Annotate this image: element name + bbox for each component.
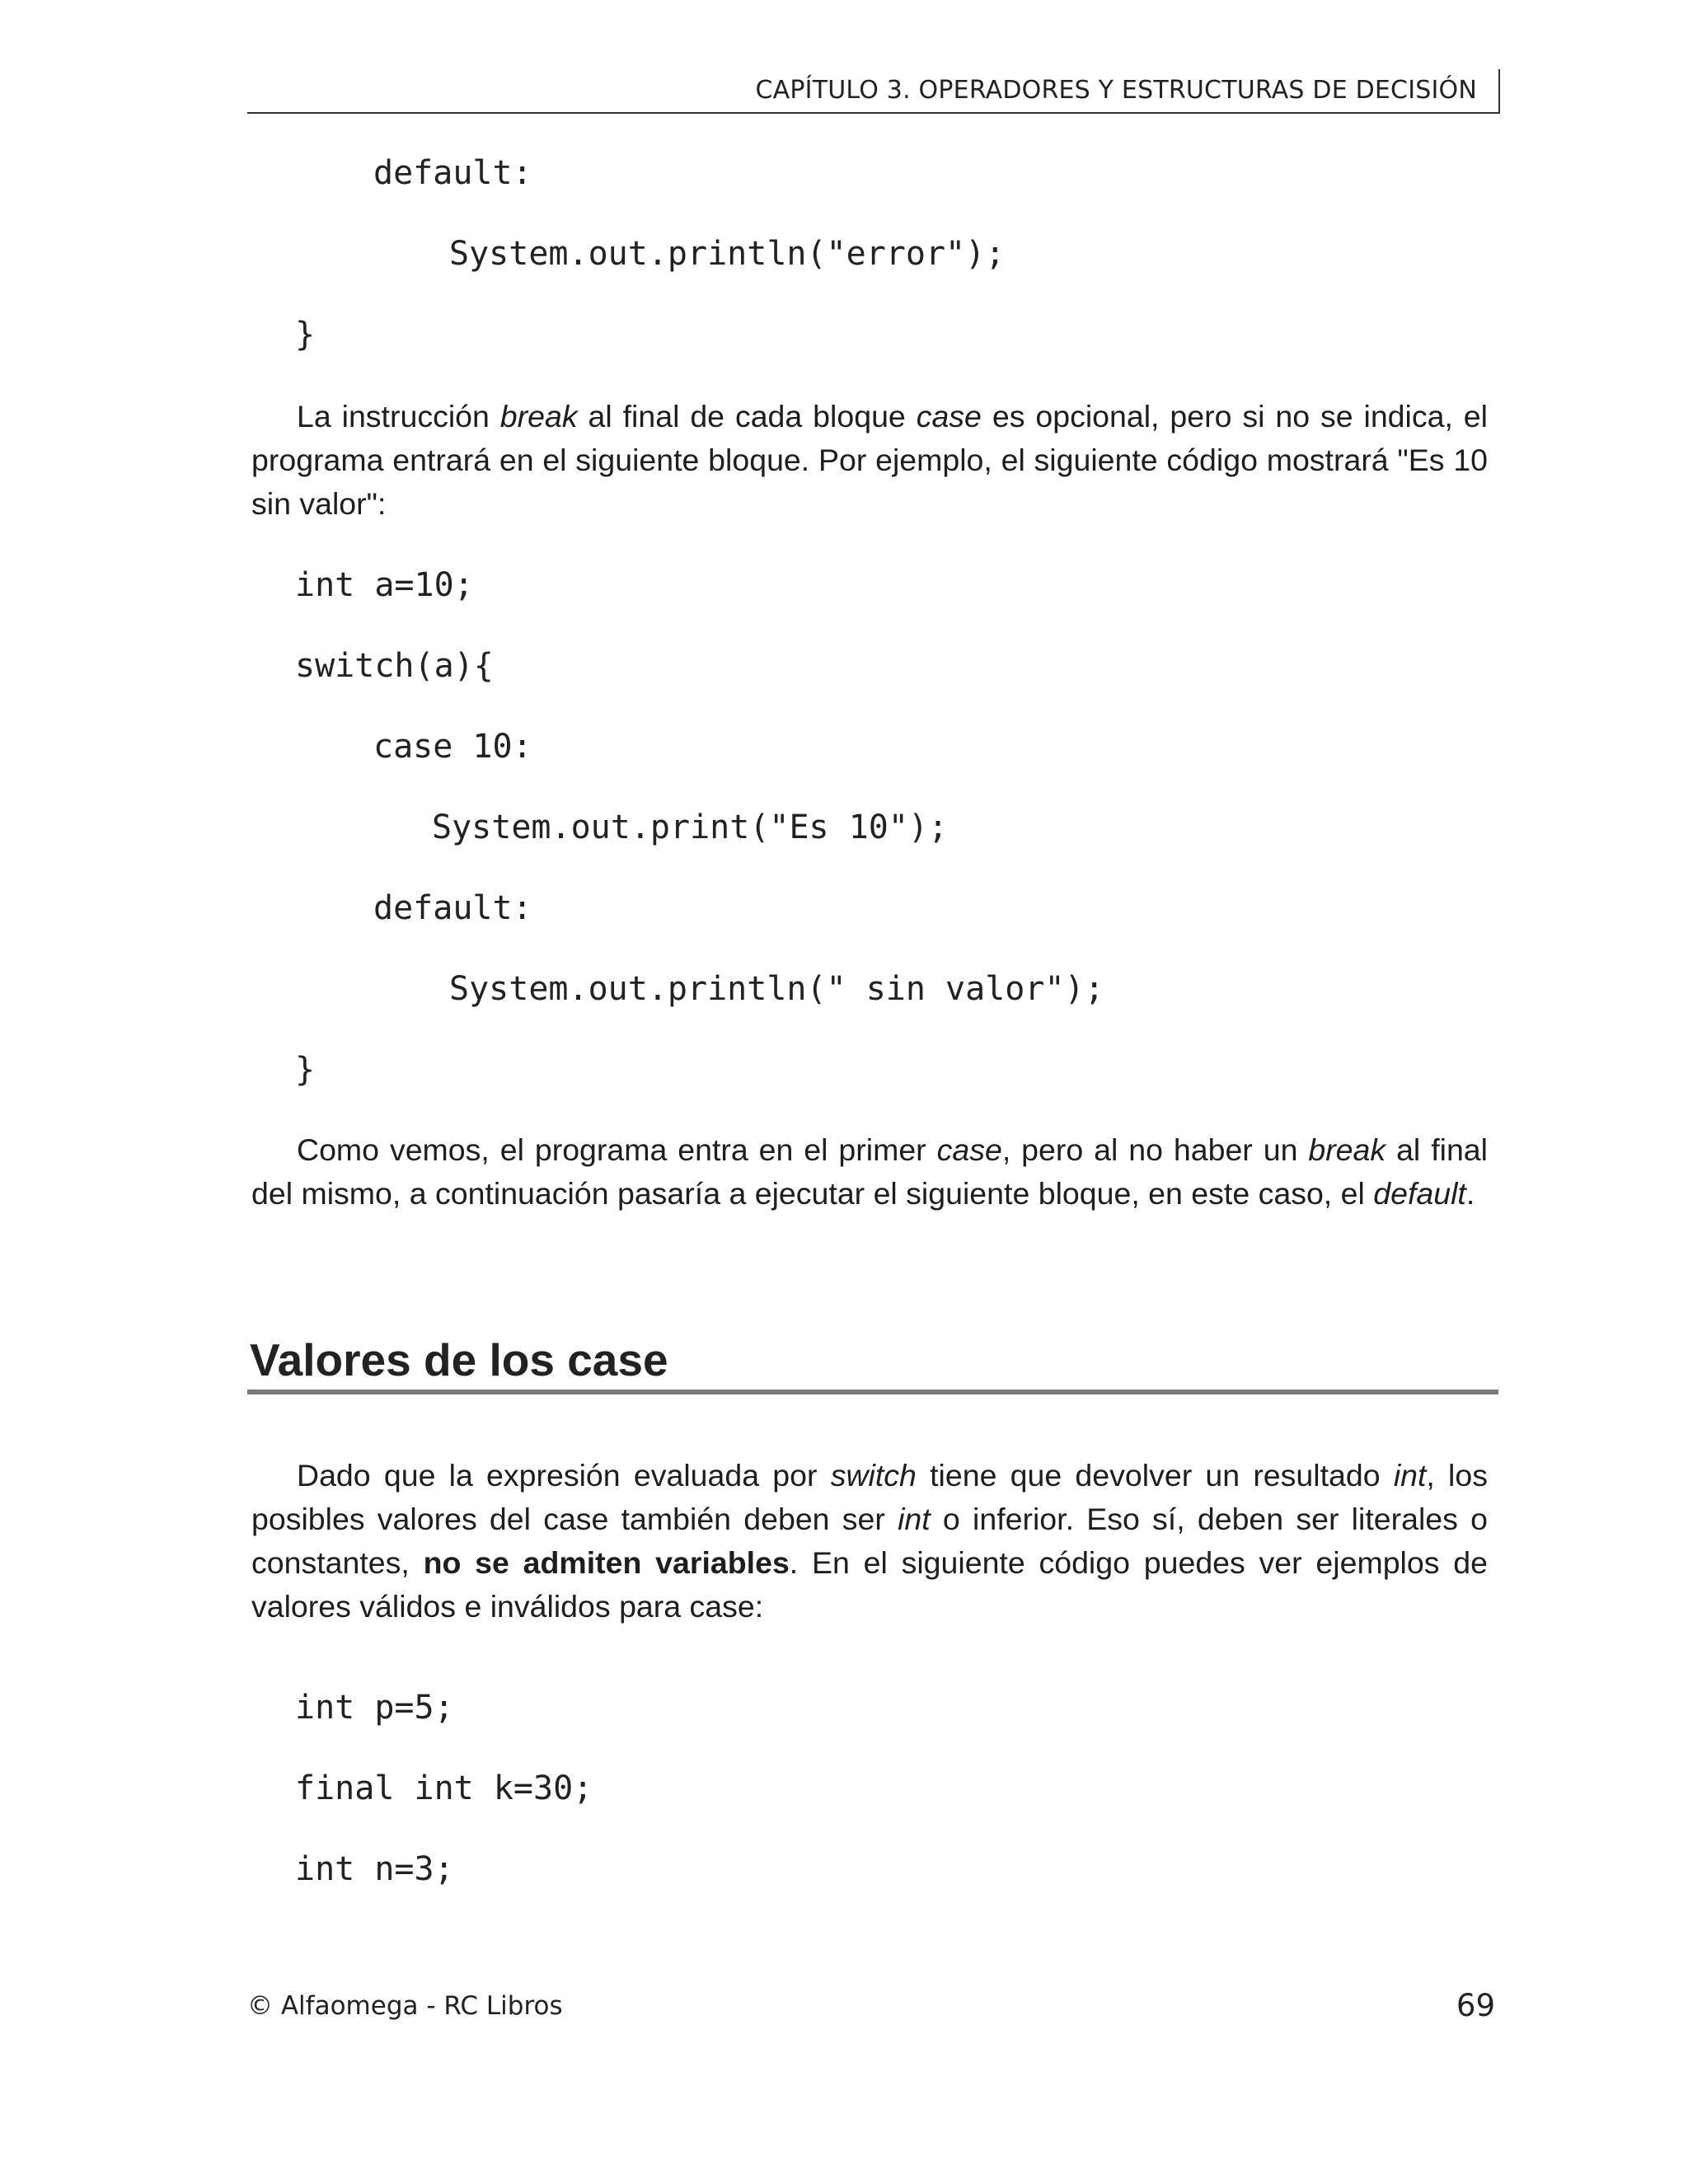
code-line: case 10: (373, 728, 532, 766)
section-heading: Valores de los case (250, 1334, 668, 1385)
code-line: default: (373, 154, 532, 192)
section-rule (247, 1390, 1498, 1394)
code-line: } (295, 1051, 316, 1089)
code-line: final int k=30; (295, 1769, 593, 1807)
body-paragraph: La instrucción break al final de cada bloque case es opcional, pero si no se indica, el programa entrará en el siguiente bloque. Por ejemplo, el siguiente código mostrará "Es 10 sin valor": (251, 399, 1488, 521)
code-line: int p=5; (295, 1689, 454, 1727)
code-line: default: (373, 889, 532, 927)
running-title: CAPÍTULO 3. OPERADORES Y ESTRUCTURAS DE DECISIÓN (755, 76, 1477, 105)
footer-copyright: © Alfaomega - RC Libros (247, 1991, 563, 2021)
code-line: System.out.println(" sin valor"); (449, 970, 1104, 1008)
code-line: System.out.println("error"); (449, 235, 1006, 273)
code-line: switch(a){ (295, 647, 494, 685)
header-tick (1498, 69, 1500, 114)
code-line: System.out.print("Es 10"); (432, 808, 949, 846)
body-paragraph: Como vemos, el programa entra en el primer case, pero al no haber un break al final del mismo, a continuación pasaría a ejecutar el siguiente bloque, en este caso, el default. (251, 1132, 1488, 1211)
code-line: int n=3; (295, 1850, 454, 1888)
body-paragraph: Dado que la expresión evaluada por switch tiene que devolver un resultado int, los posibles valores del case también deben ser int o inferior. Eso sí, deben ser literales o constantes, no se admiten variables. En el siguiente código puedes ver ejemplos de valores válidos e inválidos para case: (251, 1458, 1488, 1624)
page-number: 69 (1456, 1988, 1495, 2023)
code-line: int a=10; (295, 566, 474, 604)
code-line: } (295, 316, 316, 354)
header-rule (247, 112, 1500, 114)
